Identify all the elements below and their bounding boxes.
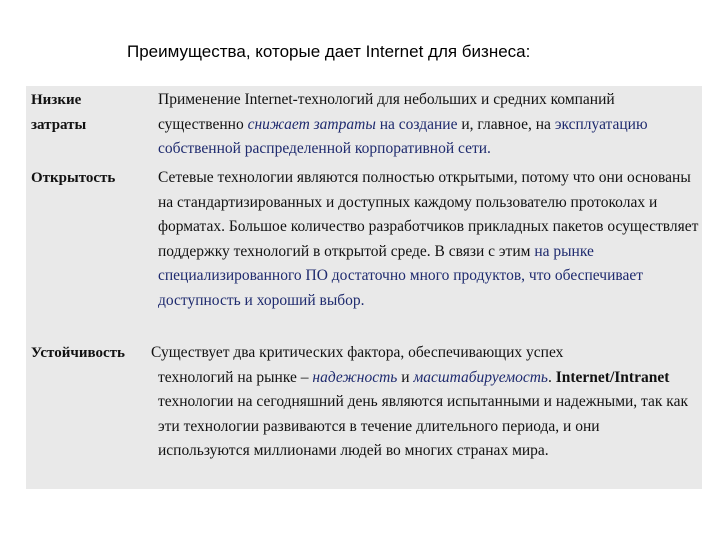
desc-text: . xyxy=(547,368,556,386)
desc-text: и xyxy=(397,368,414,386)
desc-text: Существует два критических фактора, обеспечивающих успех xyxy=(151,344,564,361)
desc-emphasis: снижает затраты xyxy=(247,115,376,133)
page-title: Преимущества, которые дает Internet для бизнеса: xyxy=(127,42,531,61)
row-term-line: затраты xyxy=(31,116,87,133)
desc-text: Сетевые технологии являются полностью открытыми, потому что они основаны на стандартизированных и доступных каждому пользователю протоколах и форматах. Большое количество разработчиков прикладных пакетов осуществляет поддержку технологий в открытой среде. В связи с этим xyxy=(158,169,699,260)
row-term-line: Низкие xyxy=(31,92,82,108)
row-term xyxy=(31,88,86,137)
desc-text: технологий на рынке – xyxy=(158,368,313,386)
desc-bold: Internet/Intranet xyxy=(555,368,670,386)
desc-text: Применение Internet-технологий для небольших и средних компаний существенно xyxy=(158,91,615,133)
desc-text: технологии на сегодняшний день являются испытанными и надежными, так как эти технологии развиваются в течение длительного периода, и они используются миллионами людей во многих странах мира. xyxy=(158,393,689,459)
desc-highlight: эксплуатацию собственной распределенной корпоративной сети. xyxy=(158,115,648,157)
desc-highlight: на рынке специализированного ПО достаточно много продуктов, что обеспечивает доступность и хороший выбор. xyxy=(158,242,644,309)
row-description xyxy=(151,341,693,464)
advantages-table xyxy=(26,86,702,489)
row-term: Открытость xyxy=(31,170,116,186)
row-description xyxy=(158,88,700,162)
desc-text: и, главное, на xyxy=(457,115,555,133)
row-term: Устойчивость xyxy=(31,345,125,361)
desc-emphasis: масштабируемость xyxy=(413,368,548,386)
desc-emphasis: надежность xyxy=(312,368,398,386)
row-description xyxy=(158,166,700,313)
desc-highlight: на создание xyxy=(379,115,458,133)
desc-continuation xyxy=(151,366,693,464)
